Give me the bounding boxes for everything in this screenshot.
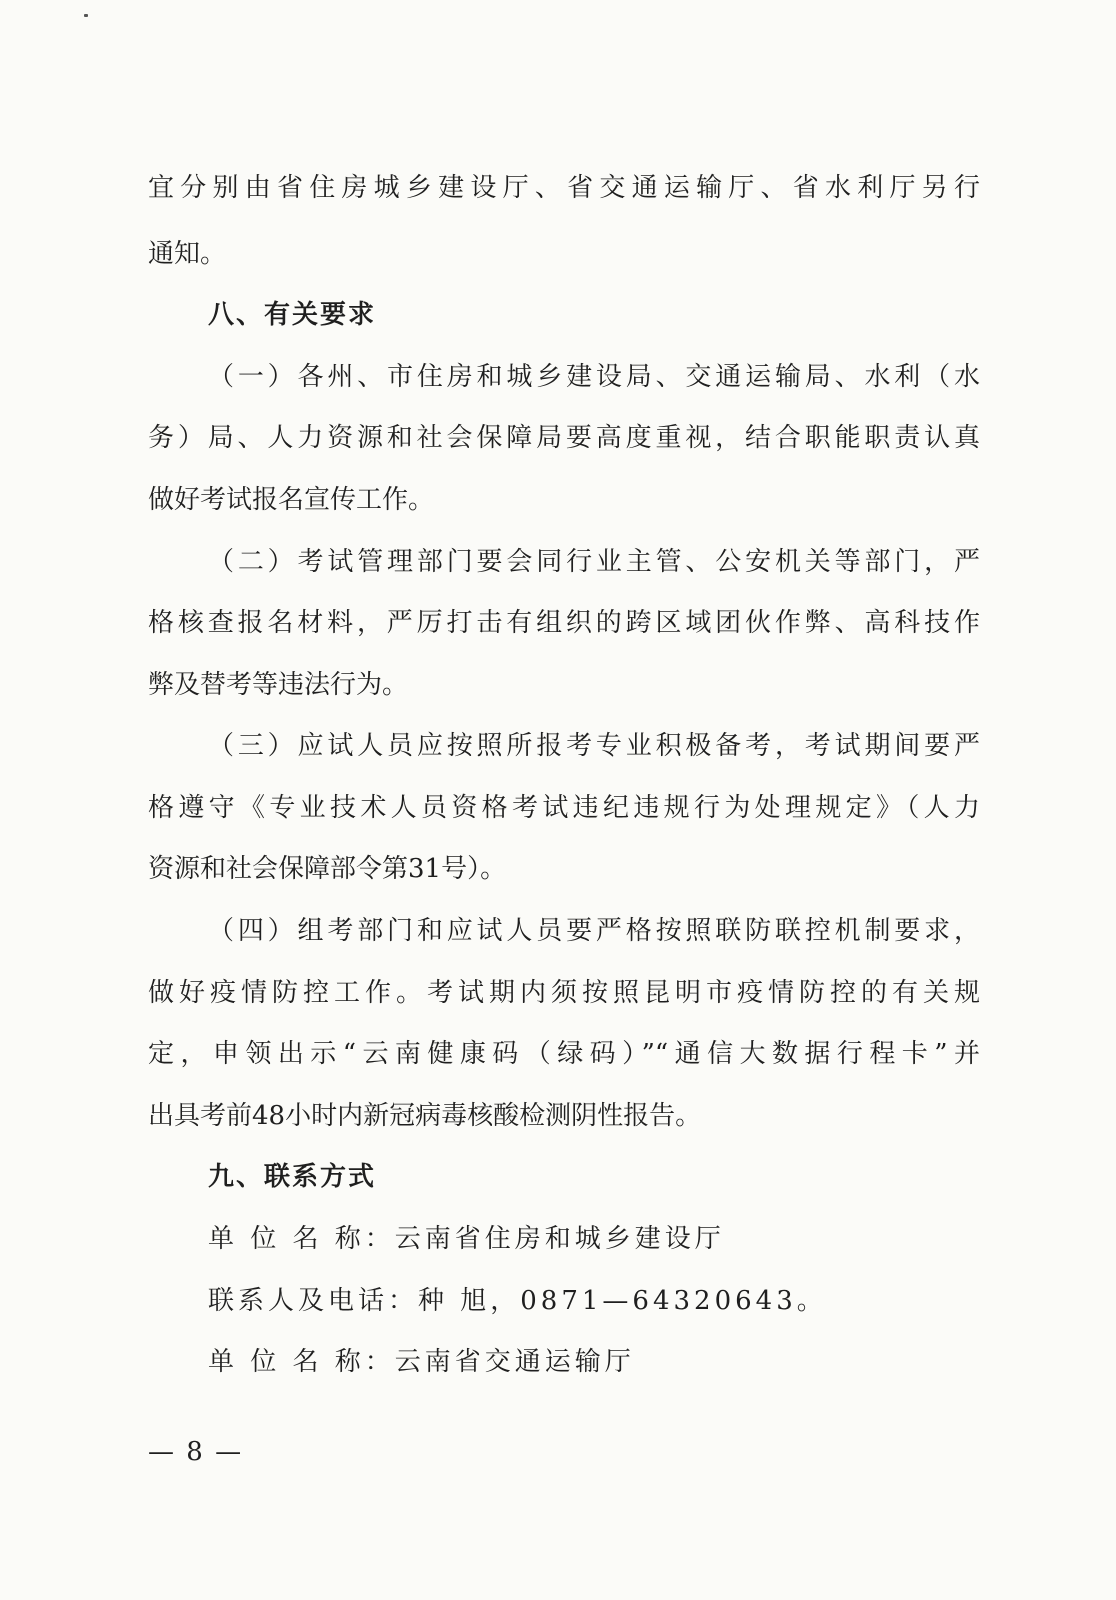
paragraph-line: 格核查报名材料，严厉打击有组织的跨区域团伙作弊、高科技作 <box>148 608 980 638</box>
contact-unit-name: 单 位 名 称：云南省住房和城乡建设厅 <box>208 1224 725 1254</box>
contact-unit-name: 单 位 名 称：云南省交通运输厅 <box>208 1347 635 1377</box>
paragraph-line: 出具考前48小时内新冠病毒核酸检测阴性报告。 <box>148 1101 702 1131</box>
paragraph-line: （一）各州、市住房和城乡建设局、交通运输局、水利（水 <box>208 362 980 392</box>
paragraph-line: 做好疫情防控工作。考试期内须按照昆明市疫情防控的有关规 <box>148 978 980 1008</box>
page-number: — 8 — <box>148 1437 244 1467</box>
paragraph-line: 宜分别由省住房城乡建设厅、省交通运输厅、省水利厅另行 <box>148 173 980 203</box>
paragraph-line: 通知。 <box>148 239 227 269</box>
paragraph-line: 弊及替考等违法行为。 <box>148 670 409 700</box>
paragraph-line: （四）组考部门和应试人员要严格按照联防联控机制要求， <box>208 916 980 946</box>
contact-person-phone: 联系人及电话：种 旭，0871—64320643。 <box>208 1286 827 1316</box>
paragraph-line: （三）应试人员应按照所报考专业积极备考，考试期间要严 <box>208 731 980 761</box>
paragraph-line: 做好考试报名宣传工作。 <box>148 485 435 515</box>
paragraph-line: （二）考试管理部门要会同行业主管、公安机关等部门，严 <box>208 547 980 577</box>
paragraph-line: 资源和社会保障部令第31号）。 <box>148 854 507 884</box>
section-heading-contact: 九、联系方式 <box>208 1162 377 1192</box>
paragraph-line: 定，申领出示“云南健康码（绿码）”“通信大数据行程卡”并 <box>148 1039 980 1069</box>
scan-speck <box>84 14 88 17</box>
paragraph-line: 格遵守《专业技术人员资格考试违纪违规行为处理规定》（人力 <box>148 793 980 823</box>
paragraph-line: 务）局、人力资源和社会保障局要高度重视，结合职能职责认真 <box>148 423 980 453</box>
section-heading-requirements: 八、有关要求 <box>208 300 377 330</box>
